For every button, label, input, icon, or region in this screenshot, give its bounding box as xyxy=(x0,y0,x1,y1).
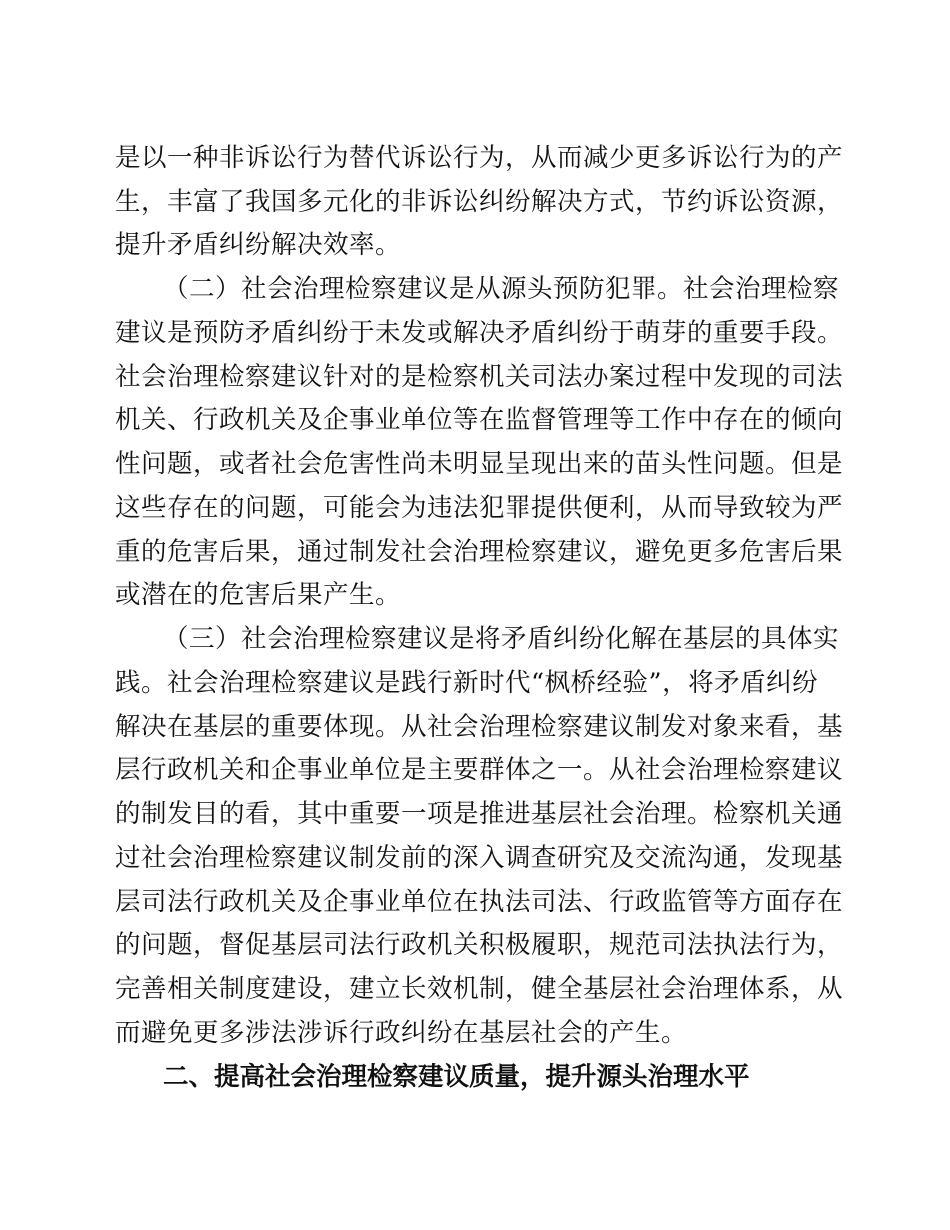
paragraph-line xyxy=(0,663,950,703)
line-text: 而避免更多涉法涉诉行政纠纷在基层社会的产生。 xyxy=(115,1018,688,1048)
line-text: 层行政机关和企事业单位是主要群体之一。从社会治理检察建议 xyxy=(115,755,844,785)
paragraph-line xyxy=(0,400,950,440)
line-text: 层司法行政机关及企事业单位在执法司法、行政监管等方面存在 xyxy=(115,887,844,917)
paragraph-line xyxy=(0,532,950,572)
line-text: 社会治理检察建议针对的是检察机关司法办案过程中发现的司法 xyxy=(115,362,844,392)
paragraph-line xyxy=(0,138,950,178)
line-text: 的问题，督促基层司法行政机关积极履职，规范司法执法行为， xyxy=(115,930,844,960)
line-text: 生，丰富了我国多元化的非诉讼纠纷解决方式，节约诉讼资源， xyxy=(115,187,844,217)
paragraph-line xyxy=(0,969,950,1009)
line-text: 机关、行政机关及企事业单位等在监督管理等工作中存在的倾向 xyxy=(115,405,844,435)
line-text: 或潜在的危害后果产生。 xyxy=(115,580,402,610)
line-text: 重的危害后果，通过制发社会治理检察建议，避免更多危害后果 xyxy=(115,537,844,567)
line-text: 解决在基层的重要体现。从社会治理检察建议制发对象来看，基 xyxy=(115,712,844,742)
paragraph-line xyxy=(0,882,950,922)
paragraph-line xyxy=(0,357,950,397)
line-text: 建议是预防矛盾纠纷于未发或解决矛盾纠纷于萌芽的重要手段。 xyxy=(115,318,844,348)
line-text: 性问题，或者社会危害性尚未明显呈现出来的苗头性问题。但是 xyxy=(115,449,844,479)
paragraph-line xyxy=(0,925,950,965)
paragraph-line xyxy=(0,225,950,265)
section-heading-text: 二、提高社会治理检察建议质量，提升源头治理水平 xyxy=(163,1062,750,1092)
line-text: 提升矛盾纠纷解决效率。 xyxy=(115,230,402,260)
line-text: 完善相关制度建设，建立长效机制，健全基层社会治理体系，从 xyxy=(115,974,844,1004)
paragraph-line xyxy=(0,488,950,528)
line-text: 是以一种非诉讼行为替代诉讼行为，从而减少更多诉讼行为的产 xyxy=(115,143,844,173)
paragraph-line xyxy=(0,575,950,615)
paragraph-line xyxy=(0,269,950,309)
paragraph-line xyxy=(0,182,950,222)
section-heading xyxy=(0,1057,950,1097)
paragraph-line xyxy=(0,444,950,484)
line-text: 践。社会治理检察建议是践行新时代“枫桥经验”，将矛盾纠纷 xyxy=(115,668,819,698)
line-text: 的制发目的看，其中重要一项是推进基层社会治理。检察机关通 xyxy=(115,799,844,829)
paragraph-line xyxy=(0,707,950,747)
line-text: （二）社会治理检察建议是从源头预防犯罪。社会治理检察 xyxy=(163,274,840,304)
line-text: 这些存在的问题，可能会为违法犯罪提供便利，从而导致较为严 xyxy=(115,493,844,523)
paragraph-line xyxy=(0,794,950,834)
paragraph-line xyxy=(0,619,950,659)
line-text: （三）社会治理检察建议是将矛盾纠纷化解在基层的具体实 xyxy=(163,624,840,654)
paragraph-line xyxy=(0,838,950,878)
line-text: 过社会治理检察建议制发前的深入调查研究及交流沟通，发现基 xyxy=(115,843,844,873)
paragraph-line xyxy=(0,1013,950,1053)
paragraph-line xyxy=(0,750,950,790)
paragraph-line xyxy=(0,313,950,353)
